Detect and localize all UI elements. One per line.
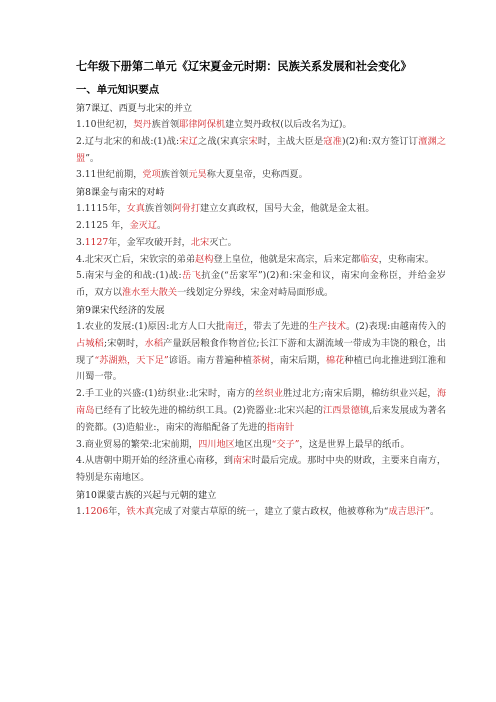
- lesson-9-point-3: 3.商业贸易的繁荣:北宋前期，四川地区地区出现“交子”，这是世界上最早的纸币。: [76, 438, 410, 450]
- lesson-10-point-1: 1.1206年，铁木真完成了对蒙古草原的统一，建立了蒙古政权，他被尊称为“成吉思汗”。: [76, 505, 440, 517]
- lesson-8-point-2: 2.1125 年，金灭辽。: [76, 219, 167, 231]
- lesson-8-point-5: 5.南宋与金的和战:(1)战:岳飞抗金(“岳家军”)(2)和:宋金和议，南宋向金称臣，并给金岁币，双方以淮水至大散关一线划定分界线，宋金对峙局面形成。: [76, 270, 446, 299]
- lesson-7-point-3: 3.11世纪前期，党项族首领元昊称大夏皇帝，史称西夏。: [76, 169, 308, 181]
- document-title: 七年级下册第二单元《辽宋夏金元时期：民族关系发展和社会变化》: [76, 60, 412, 73]
- section-heading: 一、单元知识要点: [76, 84, 160, 96]
- lesson-7-point-2: 2.辽与北宋的和战:(1)战:宋辽之战(宋真宗宋时，主战大臣是寇准)(2)和:双方签订订澶渊之盟”。: [76, 135, 447, 164]
- lesson-8-point-4: 4.北宋灭亡后，宋钦宗的弟弟赵构登上皇位，他就是宋高宗，后来定都临安，史称南宋。: [76, 253, 434, 265]
- lesson-8-point-3: 3.1127年，金军攻破开封，北宋灭亡。: [76, 236, 237, 248]
- lesson-9-point-4: 4.从唐朝中期开始的经济重心南移，到南宋时最后完成。那时中央的财政，主要来自南方，特别是东南地区。: [76, 455, 447, 484]
- lesson-9-point-1: 1.农业的发展:(1)原因:北方人口大批南迁，带去了先进的生产技术。(2)表现:由越南传入的占城稻;宋朝时，水稻产量跃居粮食作物首位;长江下游和太湖流域一带成为丰饶的粮仓，出现了“苏湖熟，天下足”谚语。南方普遍种植茶树，南宋后期，棉花种植已向北推进到江淮和川蜀一带。: [76, 320, 447, 383]
- lesson-9-heading: 第9课宋代经济的发展: [76, 304, 165, 316]
- lesson-8-point-1: 1.1115年，女真族首领阿骨打建立女真政权，国号大金，他就是金太祖。: [76, 203, 375, 215]
- lesson-8-heading: 第8课金与南宋的对峙: [76, 187, 165, 199]
- lesson-7-heading: 第7课辽、西夏与北宋的并立: [76, 103, 193, 114]
- lesson-10-heading: 第10课蒙古族的兴起与元朝的建立: [76, 489, 217, 501]
- lesson-9-point-2: 2.手工业的兴盛:(1)纺织业:北宋时，南方的丝织业胜过北方;南宋后期，棉纺织业兴起，海南岛已经有了比较先进的棉纺织工具。(2)瓷器业:北宋兴起的江西景德镇,后来发展成为著名的瓷都。(3)造船业:，南宋的海船配备了先进的指南针: [76, 388, 447, 433]
- lesson-7-point-1: 1.10世纪初，契丹族首领耶律阿保机建立契丹政权(以后改名为辽)。: [76, 119, 352, 130]
